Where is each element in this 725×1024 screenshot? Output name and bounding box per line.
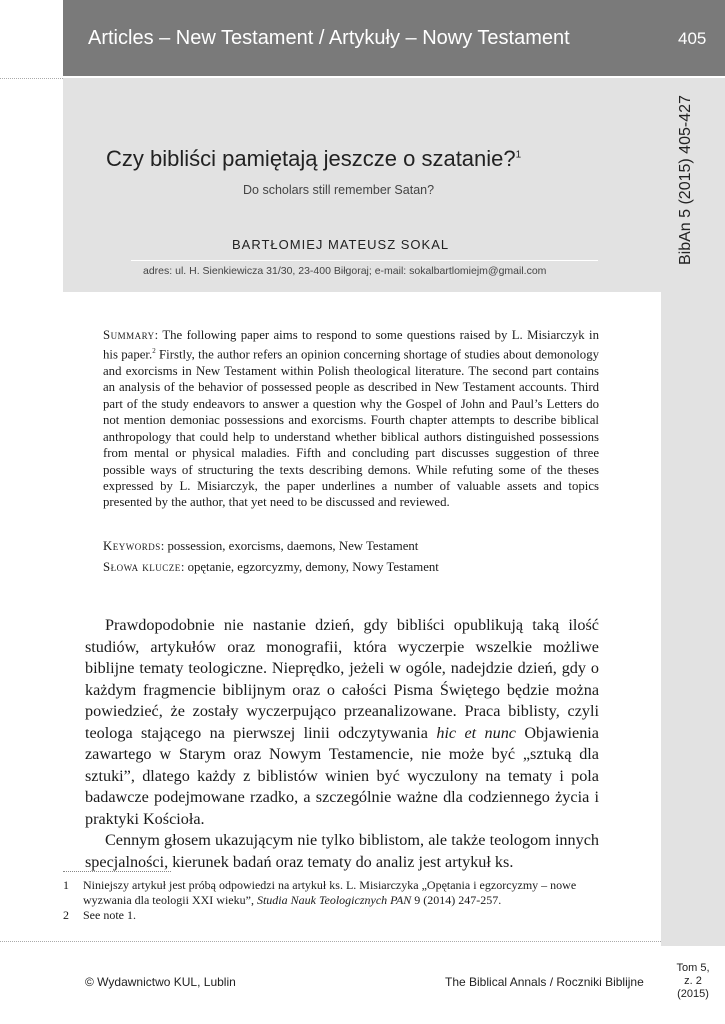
article-title xyxy=(106,146,521,172)
keywords-text: : possession, exorcisms, daemons, New Testament xyxy=(160,539,419,553)
journal-citation: BibAn 5 (2015) 405-427 xyxy=(677,95,694,265)
author-name: BARTŁOMIEJ MATEUSZ SOKAL xyxy=(232,237,450,252)
footnote-italic-title: Studia Nauk Teologicznych PAN xyxy=(256,893,412,907)
footnote-2 xyxy=(63,908,603,923)
body-text xyxy=(85,615,599,873)
publisher-credit: © Wydawnictwo KUL, Lublin xyxy=(85,975,236,989)
article-title-text: Czy bibliści pamiętają jeszcze o szatanie? xyxy=(106,146,516,171)
footnotes xyxy=(63,878,603,923)
body-text-run: Cennym głosem ukazującym nie tylko biblistom, ale także teologom innych specjalności, kierunek badań oraz tematy do analiz jest artykuł ks. xyxy=(85,831,599,871)
summary-text-2: Firstly, the author refers an opinion concerning shortage of studies about demonology and exorcisms in New Testament within Polish theological literature. The second part contains an analysis of the behavior of possessed people as described in New Testament accounts. Third part of the study endeavors to answer a question why the Gospel of John and Paul’s Letters do not mention demoniac possessions and exorcisms. Fourth chapter attempts to describe biblical anthropology that could help to understand whether biblical authors distinguished possessions from mental or physical maladies. Fifth and concluding part discusses suggestion of three possible ways of structuring the texts describing demons. While refuting some of the theses expressed by L. Misiarczyk, the paper underlines a number of valuable assets and topics presented by the author, that yet need to be discussed and reviewed. xyxy=(103,347,599,510)
page-number: 405 xyxy=(678,29,707,48)
running-header-title: Articles – New Testament / Artykuły – Nowy Testament xyxy=(88,27,570,49)
footnote-divider xyxy=(63,871,171,872)
summary-footnote-marker[interactable]: 2 xyxy=(152,347,156,356)
journal-name: The Biblical Annals / Roczniki Biblijne xyxy=(445,975,644,989)
footnote-number: 2 xyxy=(63,908,69,922)
volume-line: Tom 5, xyxy=(676,962,710,974)
footnote-1 xyxy=(63,878,603,908)
body-paragraph xyxy=(85,615,599,830)
footnote-text xyxy=(83,878,603,908)
summary-label: Summary xyxy=(103,328,155,342)
body-paragraph xyxy=(85,830,599,873)
footnote-text-run: 9 (2014) 247-257. xyxy=(411,893,502,907)
author-divider xyxy=(131,260,598,261)
body-italic-phrase: hic et nunc xyxy=(436,723,516,742)
summary xyxy=(103,327,599,511)
body-text-run: Objawienia zawartego w Starym oraz Nowym Testamencie, nie może być „sztuką dla sztuki”, dlatego każdy z biblistów winien być wyczulony na tematy i pola badawcze podejmowane rzadko, a szczególnie ważne dla codziennego życia i praktyki Kościoła. xyxy=(85,723,599,828)
article-subtitle: Do scholars still remember Satan? xyxy=(243,183,435,197)
footnote-number: 1 xyxy=(63,878,69,892)
author-address: adres: ul. H. Sienkiewicza 31/30, 23-400 Biłgoraj; e-mail: sokalbartlomiejm@gmail.com xyxy=(143,265,547,277)
summary-text-1: : The following paper aims to respond to some questions raised by L. Misiarczyk in his paper. xyxy=(103,328,599,362)
footnote-text-run: Niniejszy artykuł jest próbą odpowiedzi na artykuł ks. L. Misiarczyka „Opętania i egzorcyzmy – nowe wyzwania dla teologii XXI wieku”, xyxy=(83,878,577,907)
year-line: (2015) xyxy=(677,988,709,1000)
keywords-label: Keywords xyxy=(103,539,161,553)
issue-line: z. 2 xyxy=(684,975,702,987)
footer-divider xyxy=(0,941,661,942)
polish-keywords-text: : opętanie, egzorcyzmy, demony, Nowy Testament xyxy=(180,560,439,574)
polish-keywords-label: Słowa klucze xyxy=(103,560,181,574)
footnote-text: See note 1. xyxy=(83,908,136,922)
title-footnote-marker[interactable]: 1 xyxy=(515,149,522,161)
keywords xyxy=(103,538,599,554)
body-text-run: Prawdopodobnie nie nastanie dzień, gdy bibliści opublikują taką ilość studiów, artykułów oraz monografii, która wyczerpie wszelkie możliwe biblijne tematy teologiczne. Nieprędko, jeżeli w ogóle, nadejdzie dzień, gdy o każdym fragmencie biblijnym oraz o całości Pisma Świętego będzie można powiedzieć, że zostały wyczerpująco przeanalizowane. Praca biblisty, czyli teologa stającego na pierwszej linii odczytywania xyxy=(85,616,599,742)
polish-keywords xyxy=(103,559,599,575)
volume-info xyxy=(667,962,719,1001)
